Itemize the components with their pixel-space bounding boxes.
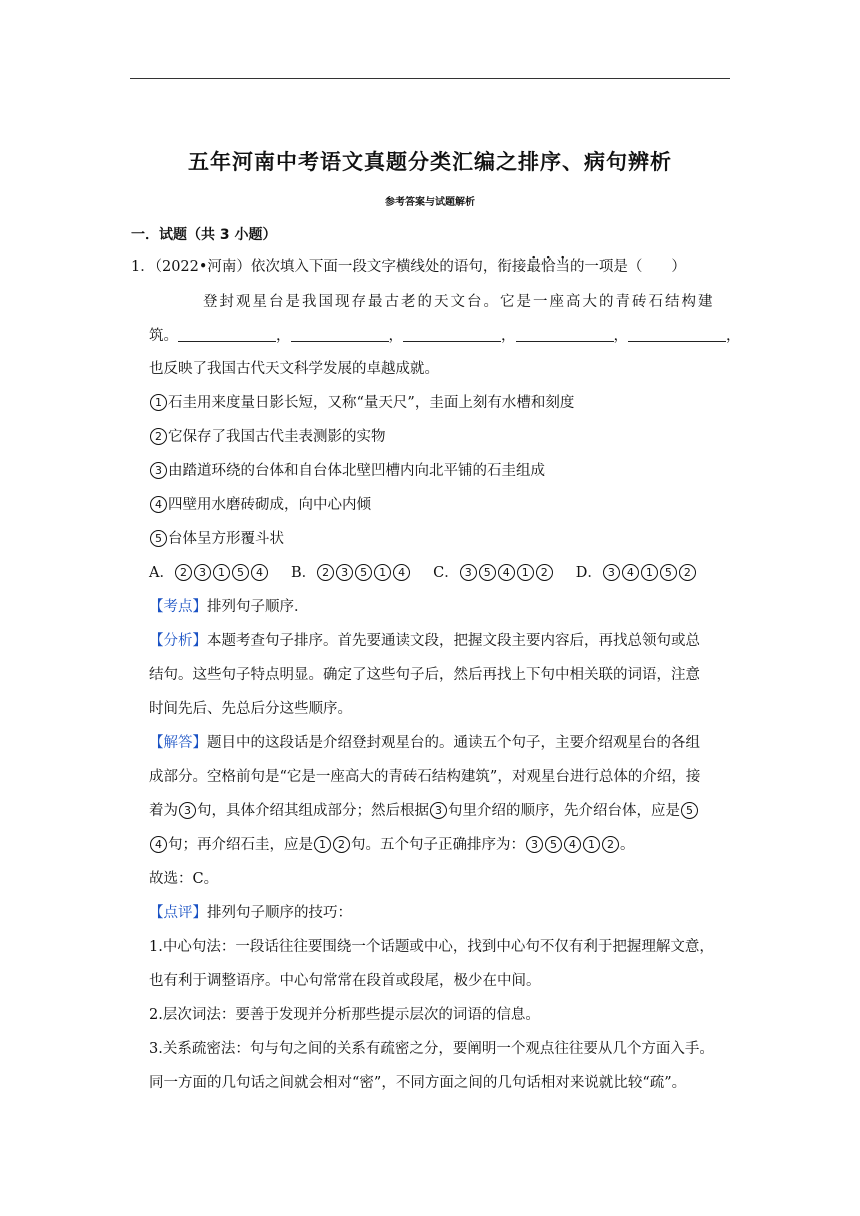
question-stem: 1．（2022•河南）依次填入下面一段文字横线处的语句，衔接最恰当的一项是（ ） [131, 259, 686, 275]
sentence-item-3: 3 由踏道环绕的台体和自台体北壁凹槽内向北平铺的石圭组成 [149, 461, 731, 481]
circled-number: 4 [150, 496, 167, 513]
answer-blank [628, 327, 726, 342]
fenxi-line-1: 【分析】本题考查句子排序。首先要通读文段，把握文段主要内容后，再找总领句或总 [149, 633, 700, 649]
emphasis-char: 恰 [540, 259, 556, 275]
option-d: D． 3 4 1 5 2 [576, 563, 697, 583]
sentence-item-1: 1 石圭用来度量日影长短，又称“量天尺”，圭面上刻有水槽和刻度 [149, 393, 731, 413]
passage-line-2: 筑。 ， ， ， ， ， [149, 328, 741, 344]
circled-number: 3 [150, 462, 167, 479]
tip-3-line-1: 3.关系疏密法：句与句之间的关系有疏密之分，要阐明一个观点往往要从几个方面入手。 [149, 1041, 714, 1057]
fenxi-tag: 【分析】 [149, 633, 207, 649]
kaodian-line: 【考点】排列句子顺序． [149, 599, 309, 615]
answer-blank [291, 327, 389, 342]
tip-2: 2.层次词法：要善于发现并分析那些提示层次的词语的信息。 [149, 1007, 540, 1023]
answer-blank [403, 327, 501, 342]
tip-1-line-2: 也有利于调整语序。中心句常常在段首或段尾，极少在中间。 [149, 973, 541, 989]
sentence-item-4: 4 四壁用水磨砖砌成，向中心内倾 [149, 495, 731, 515]
passage-line-3: 也反映了我国古代天文科学发展的卓越成就。 [149, 361, 439, 377]
answer-blank [516, 327, 614, 342]
fenxi-line-3: 时间先后、先总后分这些顺序。 [149, 701, 352, 717]
emphasis-char: 最 [526, 259, 541, 275]
jieda-line-2: 成部分。空格前句是“它是一座高大的青砖石结构建筑”，对观星台进行总体的介绍，接 [149, 769, 701, 785]
kaodian-tag: 【考点】 [149, 599, 207, 615]
page-subtitle: 参考答案与试题解析 [385, 197, 475, 208]
circled-number: 1 [150, 394, 167, 411]
answer-choice: 故选：C。 [149, 871, 219, 887]
dianping-tag: 【点评】 [149, 905, 207, 921]
answer-blank [178, 327, 276, 342]
answer-options [149, 563, 731, 583]
jieda-line-1: 【解答】题目中的这段话是介绍登封观星台的。通读五个句子，主要介绍观星台的各组 [149, 735, 700, 751]
circled-number: 5 [150, 530, 167, 547]
jieda-line-4: 4 句；再介绍石圭，应是 1 2 句。五个句子正确排序为： 3 5 4 1 2 。 [149, 835, 731, 855]
page-title: 五年河南中考语文真题分类汇编之排序、病句辨析 [188, 150, 672, 174]
tip-3-line-2: 同一方面的几句话之间就会相对“密”，不同方面之间的几句话相对来说就比较“疏”。 [149, 1075, 687, 1091]
dianping-line: 【点评】排列句子顺序的技巧： [149, 905, 352, 921]
passage-line-1: 登封观星台是我国现存最古老的天文台。它是一座高大的青砖石结构建 [203, 294, 715, 310]
jieda-line-3: 着为 3 句，具体介绍其组成部分；然后根据 3 句里介绍的顺序，先介绍台体，应是 5 [149, 801, 731, 821]
sentence-item-2: 2 它保存了我国古代圭表测影的实物 [149, 427, 731, 447]
option-c: C． 3 5 4 1 2 [433, 563, 554, 583]
tip-1-line-1: 1.中心句法：一段话往往要围绕一个话题或中心，找到中心句不仅有利于把握理解文意， [149, 939, 714, 955]
option-b: B． 2 3 5 1 4 [291, 563, 411, 583]
header-rule [130, 78, 730, 79]
option-a: A． 2 3 1 5 4 [149, 563, 269, 583]
fenxi-line-2: 结句。这些句子特点明显。确定了这些句子后，然后再找上下句中相关联的词语，注意 [149, 667, 700, 683]
emphasis-char: 当 [555, 259, 570, 275]
sentence-item-5: 5 台体呈方形覆斗状 [149, 529, 731, 549]
section-heading: 一．试题（共 3 小题） [131, 227, 277, 243]
circled-number: 2 [150, 428, 167, 445]
jieda-tag: 【解答】 [149, 735, 207, 751]
